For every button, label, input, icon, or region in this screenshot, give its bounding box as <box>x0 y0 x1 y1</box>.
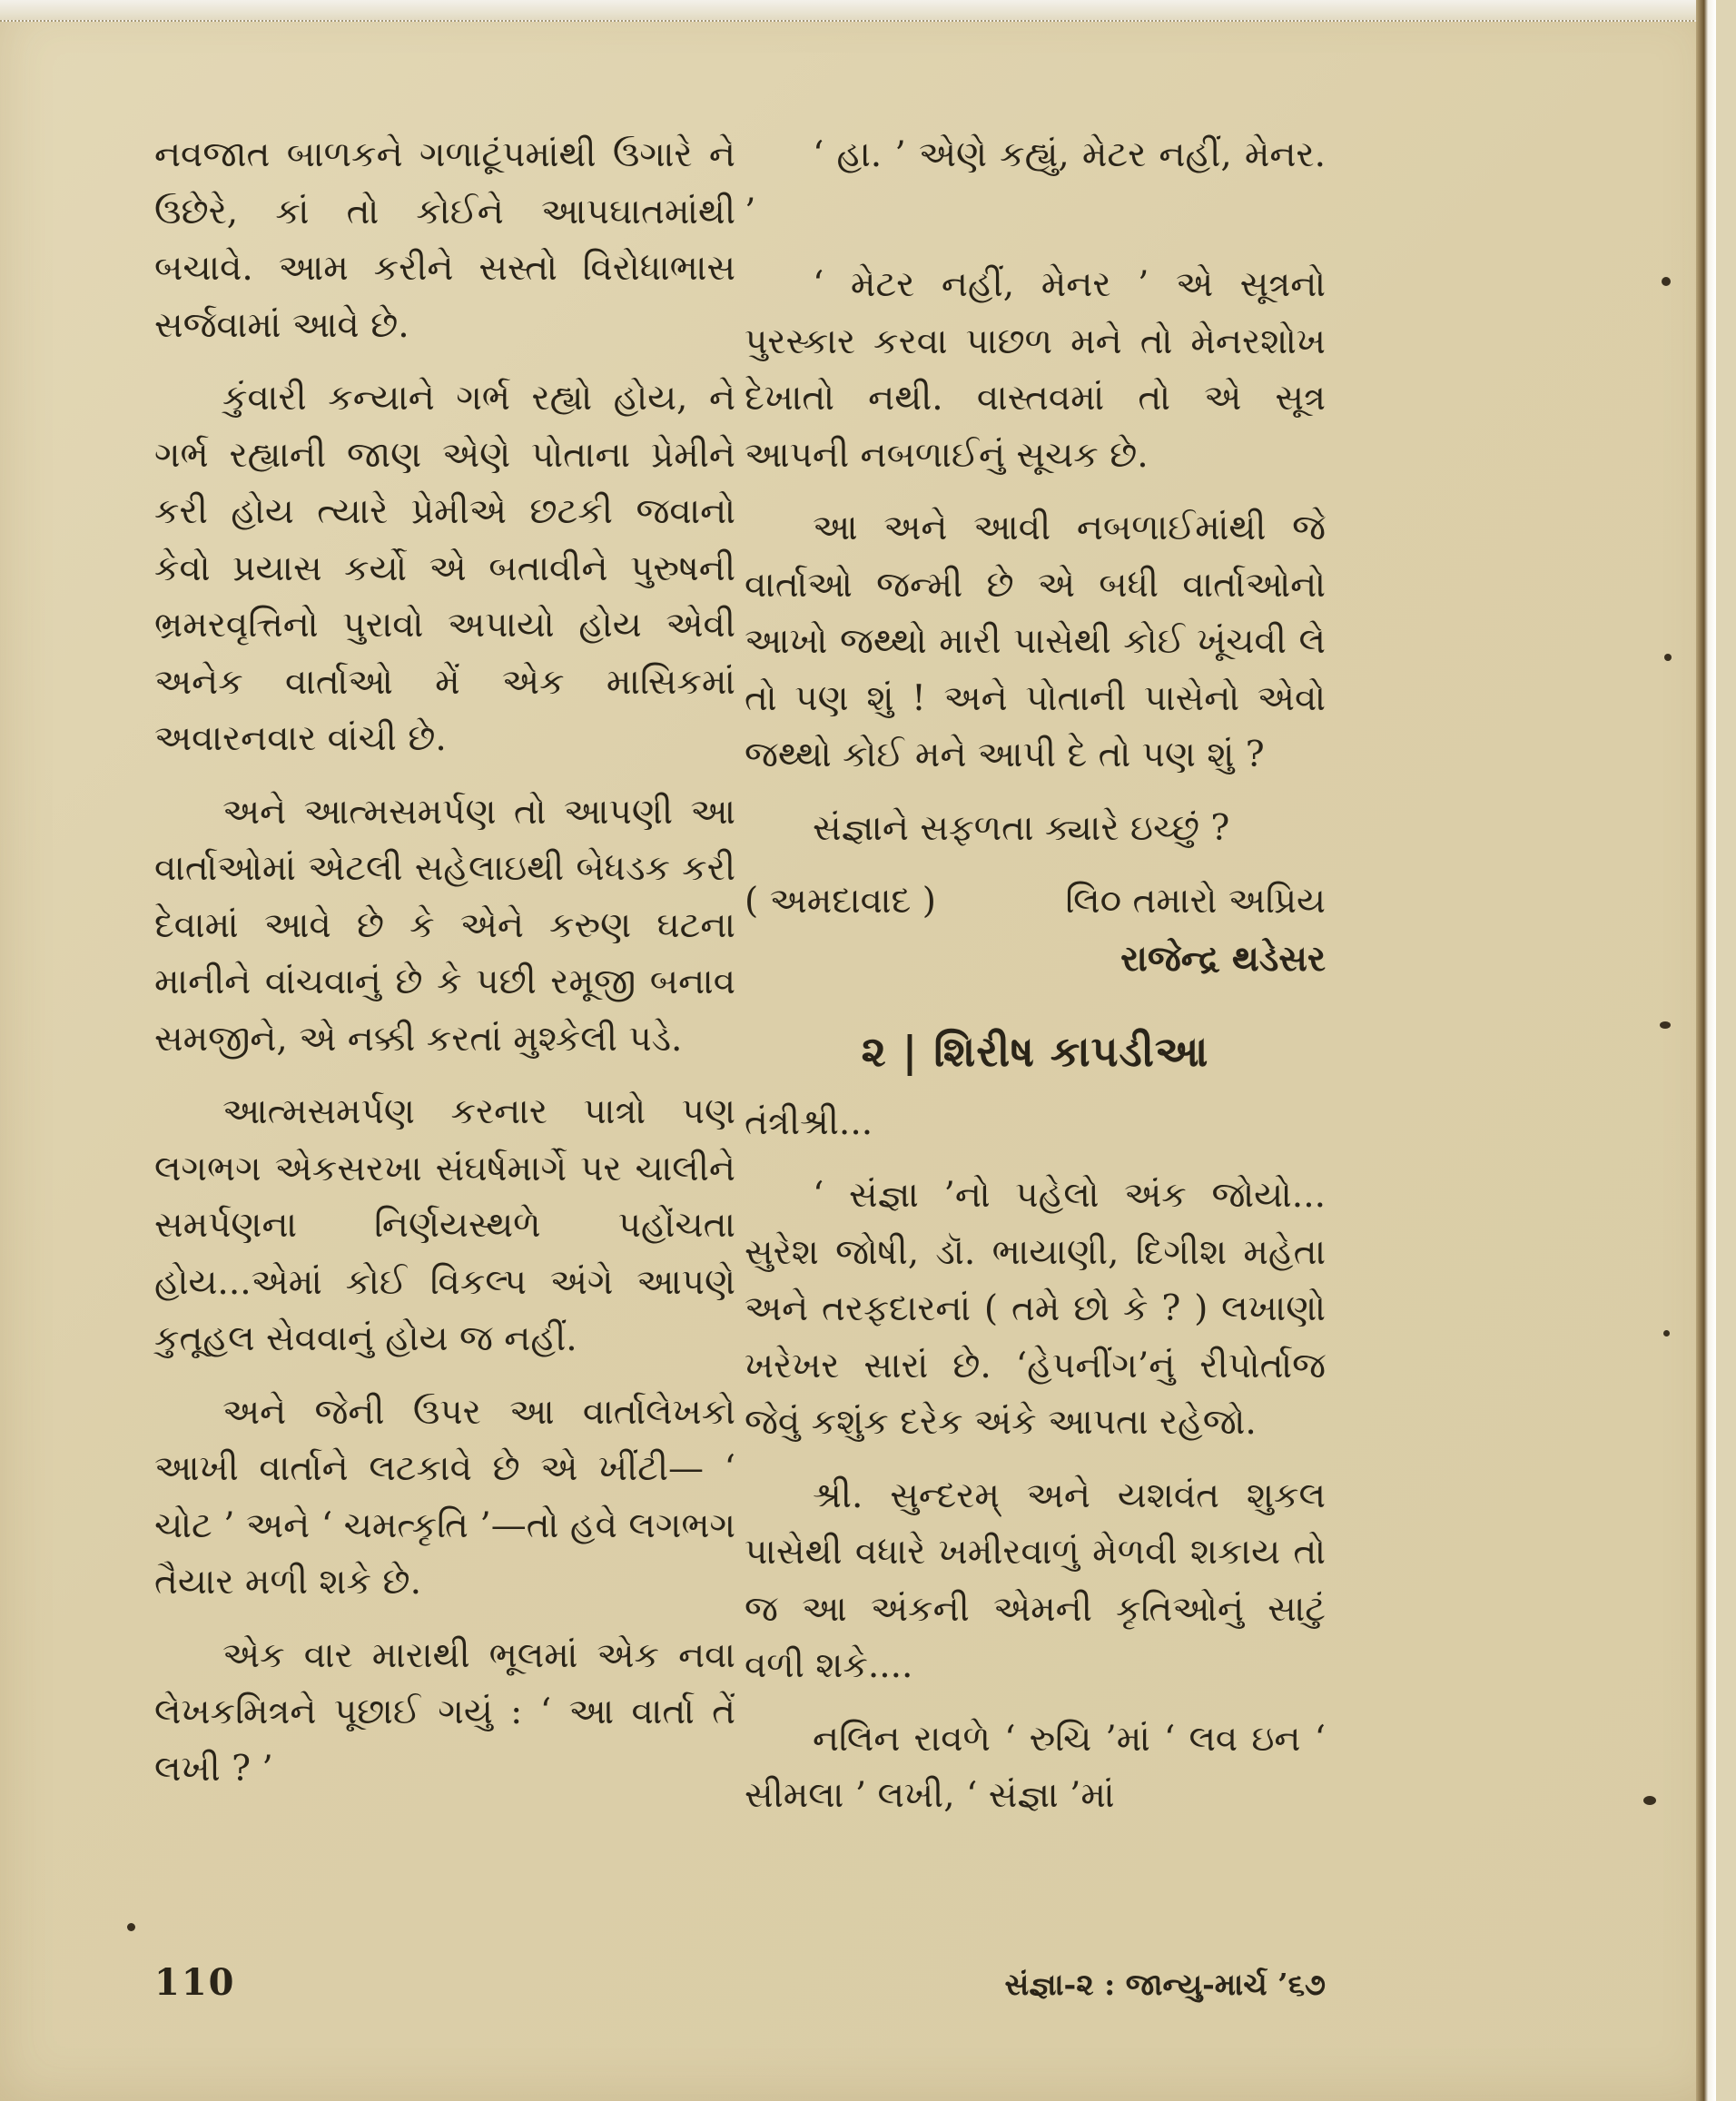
running-footer: સંજ્ઞા-૨ : જાન્યુ-માર્ચ ’૬૭ <box>1004 1967 1326 2002</box>
paragraph: શ્રી. સુન્દરમ્ અને યશવંત શુકલ પાસેથી વધારે ખમીરવાળું મેળવી શકાય તો જ આ અંકની એમની કૃતિઓનું સાટું વળી શકે.... <box>745 1475 1326 1686</box>
margin-mark <box>1664 654 1672 661</box>
page-footer <box>154 1961 1326 2004</box>
paragraph: આત્મસમર્પણ કરનાર પાત્રો પણ લગભગ એકસરખા સંઘર્ષમાર્ગે પર ચાલીને સમર્પણના નિર્ણયસ્થળે પહોંચતા હોય...એમાં કોઈ વિકલ્પ અંગે આપણે કુતૂહલ સેવવાનું હોય જ નહીં. <box>154 1091 735 1359</box>
paragraph: ‘ મેટર નહીં, મેનર ’ એ સૂત્રનો પુરસ્કાર કરવા પાછળ મને તો મેનરશોખ દેખાતો નથી. વાસ્તવમાં તો એ સૂત્ર આપની નબળાઈનું સૂચક છે. <box>745 264 1326 476</box>
paragraph: આ અને આવી નબળાઈમાંથી જે વાર્તાઓ જન્મી છે એ બધી વાર્તાઓનો આખો જથ્થો મારી પાસેથી કોઈ ખૂંચવી લે તો પણ શું ! અને પોતાની પાસેનો એવો જથ્થો કોઈ મને આપી દે તો પણ શું ? <box>745 508 1326 775</box>
paragraph: સંજ્ઞાને સફળતા ક્યારે ઇચ્છું ? <box>813 807 1230 849</box>
margin-mark <box>1660 1021 1671 1029</box>
signoff-line <box>745 873 1326 931</box>
margin-mark <box>1663 1330 1670 1337</box>
paragraph: ‘ સંજ્ઞા ’નો પહેલો અંક જોયો... સુરેશ જોષી, ડૉ. ભાયાણી, દિગીશ મહેતા અને તરફદારનાં ( તમે છો કે ? ) લખાણો ખરેખર સારાં છે. ‘હેપનીંગ’નું રીપોર્તાજ જેવું કશુંક દરેક અંકે આપતા રહેજો. <box>745 1175 1326 1443</box>
page-number: 110 <box>154 1961 236 2004</box>
signoff-place: ( અમદાવાદ ) <box>745 881 936 922</box>
section-heading: ૨ | શિરીષ કાપડીઆ <box>861 1027 1209 1076</box>
signoff-name: રાજેન્દ્ર થડેસર <box>1120 937 1326 980</box>
left-column <box>154 127 735 1814</box>
paragraph: કુંવારી કન્યાને ગર્ભ રહ્યો હોય, ને ગર્ભ રહ્યાની જાણ એણે પોતાના પ્રેમીને કરી હોય ત્યારે પ્રેમીએ છટકી જવાનો કેવો પ્રયાસ કર્યો એ બતાવીને પુરુષની ભ્રમરવૃત્તિનો પુરાવો અપાયો હોય એવી અનેક વાર્તાઓ મેં એક માસિકમાં અવારનવાર વાંચી છે. <box>154 378 735 759</box>
paragraph: ‘ હા. ’ એણે કહ્યું, મેટર નહીં, મેનર. ’ <box>745 134 1326 232</box>
margin-mark <box>1662 277 1671 286</box>
paragraph: નલિન રાવળે ‘ રુચિ ’માં ‘ લવ ઇન ‘ સીમલા ’ લખી, ‘ સંજ્ઞા ’માં <box>745 1718 1326 1816</box>
margin-mark <box>127 1923 135 1931</box>
binding-edge <box>1696 0 1716 2101</box>
signoff-closing: લિ૦ તમારો અપ્રિય <box>1065 881 1326 922</box>
paragraph: એક વાર મારાથી ભૂલમાં એક નવા લેખકમિત્રને પૂછાઈ ગયું : ‘ આ વાર્તા તેં લખી ? ’ <box>154 1634 735 1790</box>
paragraph: અને જેની ઉપર આ વાર્તાલેખકો આખી વાર્તાને લટકાવે છે એ ખીંટી— ‘ ચોટ ’ અને ‘ ચમત્કૃતિ ’—તો હવે લગભગ તૈયાર મળી શકે છે. <box>154 1391 735 1603</box>
salutation: તંત્રીશ્રી... <box>745 1101 873 1143</box>
margin-mark <box>1643 1796 1656 1805</box>
right-column <box>745 127 1326 1841</box>
page-top-edge <box>0 0 1716 22</box>
paragraph: નવજાત બાળકને ગળાટૂંપમાંથી ઉગારે ને ઉછેરે, કાં તો કોઈને આપઘાતમાંથી બચાવે. આમ કરીને સસ્તો વિરોધાભાસ સર્જવામાં આવે છે. <box>154 134 735 346</box>
paragraph: અને આત્મસમર્પણ તો આપણી આ વાર્તાઓમાં એટલી સહેલાઇથી બેધડક કરી દેવામાં આવે છે કે એને કરુણ ઘટના માનીને વાંચવાનું છે કે પછી રમૂજી બનાવ સમજીને, એ નક્કી કરતાં મુશ્કેલી પડે. <box>154 791 735 1060</box>
